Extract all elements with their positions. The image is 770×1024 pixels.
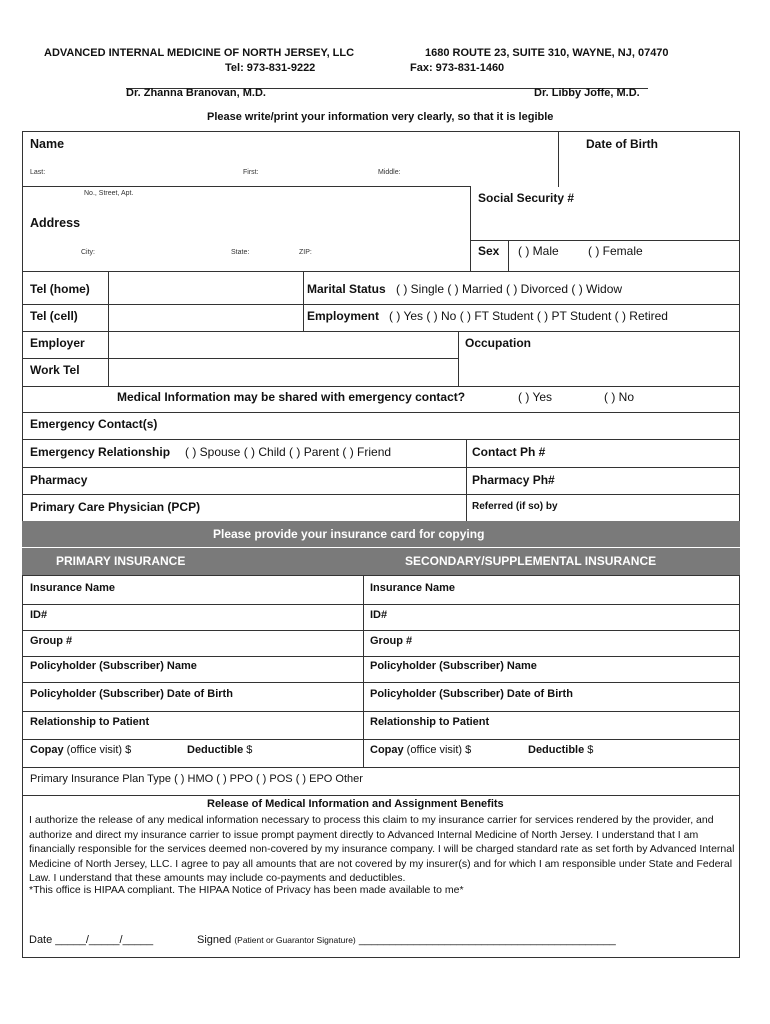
secondary-policyholder-dob-label: Policyholder (Subscriber) Date of Birth <box>370 688 573 700</box>
date-field[interactable]: Date _____/_____/_____ <box>29 934 154 946</box>
marital-options[interactable]: ( ) Single ( ) Married ( ) Divorced ( ) Widow <box>396 282 623 296</box>
first-name-label: First: <box>243 169 259 176</box>
sex-female-option[interactable]: ( ) Female <box>588 244 643 258</box>
employer-field[interactable] <box>110 333 456 357</box>
divider <box>22 739 740 740</box>
deductible-label-rest: $ <box>243 744 253 756</box>
tel-cell-field[interactable] <box>110 306 301 330</box>
copay-label-rest: (office visit) $ <box>63 744 132 756</box>
secondary-insurance-title: SECONDARY/SUPPLEMENTAL INSURANCE <box>405 554 657 568</box>
divider <box>22 467 740 468</box>
marital-label: Marital Status <box>307 282 386 296</box>
divider <box>22 386 740 387</box>
sex-male-option[interactable]: ( ) Male <box>518 244 559 258</box>
pharmacy-label: Pharmacy <box>30 473 88 487</box>
address-label: Address <box>30 216 81 230</box>
copay-label-rest: (office visit) $ <box>403 744 472 756</box>
emergency-relationship-label: Emergency Relationship <box>30 445 171 459</box>
release-title: Release of Medical Information and Assignment Benefits <box>207 798 504 810</box>
primary-insurance-name-label: Insurance Name <box>30 582 115 594</box>
secondary-insurance-name-field[interactable] <box>460 577 738 602</box>
insurance-banner <box>22 521 740 547</box>
deductible-label-bold: Deductible <box>528 744 585 756</box>
middle-name-label: Middle: <box>378 169 401 176</box>
zip-label: ZIP: <box>299 249 312 256</box>
divider <box>22 604 740 605</box>
occupation-label: Occupation <box>465 336 532 350</box>
city-label: City: <box>81 249 95 256</box>
emergency-relationship-options[interactable]: ( ) Spouse ( ) Child ( ) Parent ( ) Friend <box>185 445 392 459</box>
work-tel-label: Work Tel <box>30 363 80 377</box>
emergency-contacts-field[interactable] <box>160 414 738 438</box>
divider <box>22 271 740 272</box>
divider <box>458 331 459 386</box>
secondary-group-label: Group # <box>370 635 413 647</box>
secondary-id-field[interactable] <box>390 606 738 628</box>
divider <box>22 439 740 440</box>
divider <box>22 358 458 359</box>
employment-options[interactable]: ( ) Yes ( ) No ( ) FT Student ( ) PT Student ( ) Retired <box>389 309 668 323</box>
divider <box>22 656 740 657</box>
ssn-label: Social Security # <box>478 191 575 205</box>
secondary-insurance-name-label: Insurance Name <box>370 582 455 594</box>
divider <box>22 304 740 305</box>
signature-line: __________________________________________ <box>358 934 616 946</box>
divider <box>22 494 740 495</box>
insurance-titles-bar <box>22 548 740 575</box>
emergency-contacts-label: Emergency Contact(s) <box>30 417 158 431</box>
employment-label: Employment <box>307 309 380 323</box>
primary-relationship-label: Relationship to Patient <box>30 716 150 728</box>
share-no-option[interactable]: ( ) No <box>604 390 634 404</box>
divider <box>466 439 467 521</box>
dob-field[interactable] <box>560 152 738 184</box>
divider <box>558 131 559 187</box>
primary-copay-label <box>30 744 131 756</box>
secondary-copay-label <box>370 744 471 756</box>
employer-label: Employer <box>30 336 85 350</box>
copay-label-bold: Copay <box>370 744 404 756</box>
work-tel-field[interactable] <box>110 360 456 384</box>
primary-insurance-title: PRIMARY INSURANCE <box>56 554 186 568</box>
deductible-label-bold: Deductible <box>187 744 244 756</box>
divider <box>508 240 509 272</box>
divider <box>363 575 364 767</box>
copay-label-bold: Copay <box>30 744 64 756</box>
pcp-field[interactable] <box>215 496 463 520</box>
divider <box>22 795 740 796</box>
share-yes-option[interactable]: ( ) Yes <box>518 390 553 404</box>
primary-policyholder-dob-label: Policyholder (Subscriber) Date of Birth <box>30 688 233 700</box>
divider <box>470 186 471 272</box>
divider <box>22 186 470 187</box>
plan-type-options[interactable]: Primary Insurance Plan Type ( ) HMO ( ) PPO ( ) POS ( ) EPO Other <box>30 773 363 785</box>
tel-home-label: Tel (home) <box>30 282 90 296</box>
hipaa-notice: *This office is HIPAA compliant. The HIPAA Notice of Privacy has been made available to me* <box>29 884 464 896</box>
release-body: I authorize the release of any medical information necessary to process this claim to my insurance carrier for services rendered by the provider, and authorize and direct my insurance carrier to issue prompt payment directly to Advanced Internal Medicine of North Jersey. I understand that I am financially responsible for the services deemed non-covered by my insurance company. I will be charged standard rate as set forth by Advanced Internal Medicine of North Jersey, LLC. I agree to pay all amounts that are not covered by my insurer(s) and for which I am responsible under State and Federal Law. I understand that these amounts may include co-payments and deductibles. <box>29 814 735 885</box>
signature-field[interactable] <box>197 934 616 946</box>
share-question: Medical Information may be shared with emergency contact? <box>117 390 466 404</box>
practice-tel: Tel: 973-831-9222 <box>225 62 316 74</box>
pharmacy-phone-label: Pharmacy Ph# <box>472 473 555 487</box>
divider <box>303 271 304 331</box>
divider <box>22 767 740 768</box>
divider <box>22 711 740 712</box>
pharmacy-phone-field[interactable] <box>565 469 738 493</box>
name-field[interactable] <box>30 150 556 184</box>
secondary-deductible-label <box>528 744 593 756</box>
address-field[interactable] <box>30 200 466 268</box>
primary-id-field[interactable] <box>50 606 360 628</box>
state-label: State: <box>231 249 250 256</box>
secondary-relationship-label: Relationship to Patient <box>370 716 490 728</box>
divider <box>22 331 740 332</box>
insurance-banner-text: Please provide your insurance card for copying <box>213 527 485 541</box>
divider <box>470 240 740 241</box>
pcp-label: Primary Care Physician (PCP) <box>30 500 201 514</box>
referred-label: Referred (if so) by <box>472 501 558 512</box>
secondary-id-label: ID# <box>370 609 388 621</box>
form-instruction: Please write/print your information very clearly, so that it is legible <box>207 111 554 123</box>
tel-cell-label: Tel (cell) <box>30 309 78 323</box>
name-label: Name <box>30 137 65 151</box>
contact-phone-label: Contact Ph # <box>472 445 546 459</box>
primary-policyholder-name-label: Policyholder (Subscriber) Name <box>30 660 197 672</box>
signed-label: Signed <box>197 934 232 946</box>
ssn-field[interactable] <box>474 206 738 238</box>
deductible-label-rest: $ <box>584 744 594 756</box>
sex-label: Sex <box>478 244 500 258</box>
practice-name: ADVANCED INTERNAL MEDICINE OF NORTH JERSEY, LLC <box>44 47 355 59</box>
divider <box>22 682 740 683</box>
practice-fax: Fax: 973-831-1460 <box>410 62 505 74</box>
dob-label: Date of Birth <box>586 137 658 151</box>
divider <box>22 630 740 631</box>
secondary-policyholder-name-label: Policyholder (Subscriber) Name <box>370 660 537 672</box>
signed-sub-label: (Patient or Guarantor Signature) <box>234 935 356 945</box>
primary-insurance-name-field[interactable] <box>120 577 360 602</box>
primary-deductible-label <box>187 744 252 756</box>
divider <box>22 412 740 413</box>
occupation-field[interactable] <box>462 350 738 384</box>
last-name-label: Last: <box>30 169 46 176</box>
referred-field[interactable] <box>565 496 738 520</box>
doctor-2: Dr. Libby Joffe, M.D. <box>534 87 640 99</box>
contact-phone-field[interactable] <box>552 441 738 465</box>
primary-id-label: ID# <box>30 609 48 621</box>
primary-group-label: Group # <box>30 635 73 647</box>
doctor-1: Dr. Zhanna Branovan, M.D. <box>126 87 266 99</box>
divider <box>22 575 740 576</box>
tel-home-field[interactable] <box>110 273 301 302</box>
pharmacy-field[interactable] <box>95 469 463 493</box>
practice-address: 1680 ROUTE 23, SUITE 310, WAYNE, NJ, 07470 <box>425 47 669 59</box>
street-label: No., Street, Apt. <box>84 190 134 197</box>
divider <box>108 271 109 386</box>
